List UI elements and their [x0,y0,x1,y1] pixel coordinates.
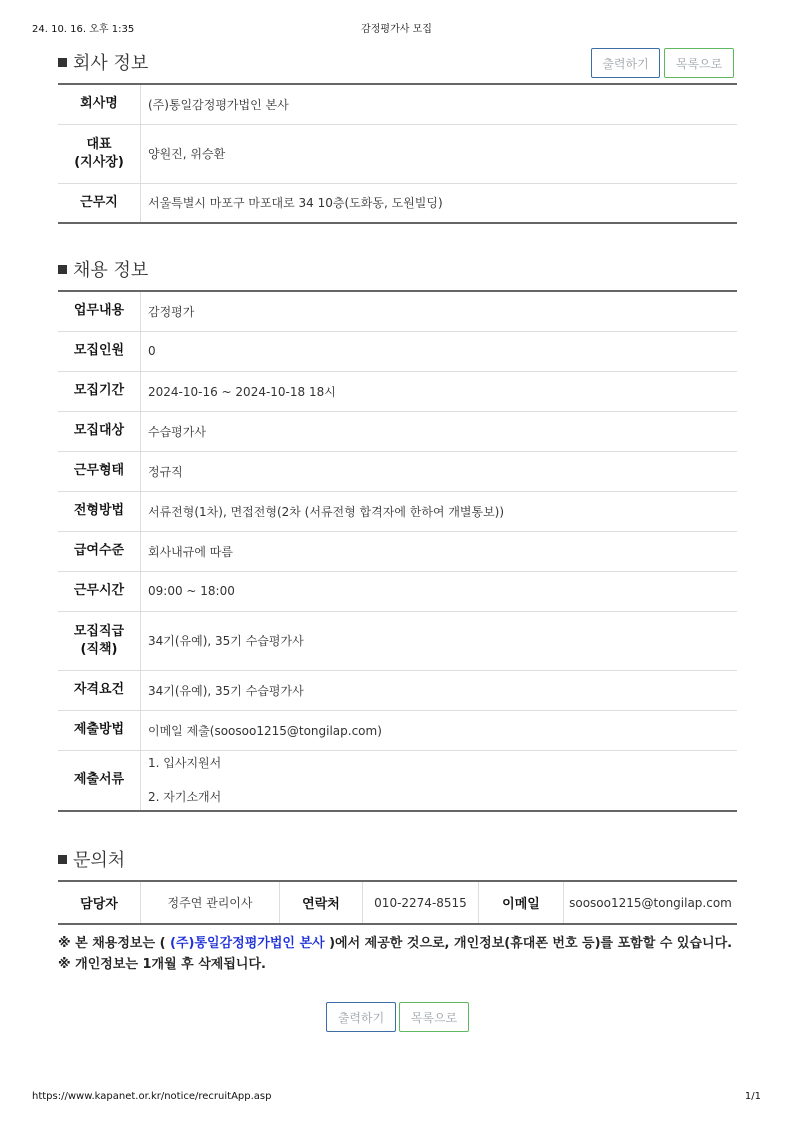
table-row [58,124,737,183]
row-label [58,124,141,183]
row-label: 모집인원 [58,331,141,371]
privacy-notice [58,933,738,975]
row-value: 서류전형(1차), 면접전형(2차 (서류전형 합격자에 한하여 개별통보)) [141,491,738,531]
row-value: 0 [141,331,738,371]
row-label [58,611,141,670]
row-value: 수습평가사 [141,411,738,451]
row-label: 제출방법 [58,710,141,750]
documents-list: 1. 입사지원서 2. 자기소개서 [148,755,222,804]
notice-company: (주)통일감정평가법인 본사 [170,936,325,951]
row-label: 전형방법 [58,491,141,531]
row-value: 34기(유예), 35기 수습평가사 [141,670,738,710]
table-row [58,611,737,670]
table-row [58,750,737,811]
row-value: 감정평가 [141,291,738,331]
square-bullet-icon [58,265,67,274]
row-value: 이메일 제출(soosoo1215@tongilap.com) [141,710,738,750]
row-label: 모집대상 [58,411,141,451]
row-label: 근무시간 [58,571,141,611]
row-label: 근무지 [80,194,118,210]
phone-label: 연락처 [280,881,363,924]
job-section-title-text: 채용 정보 [73,260,149,281]
row-value [141,750,738,811]
row-label: 급여수준 [58,531,141,571]
print-button-bottom[interactable]: 출력하기 [326,1002,396,1032]
company-section-title [58,49,148,75]
table-row [58,84,737,124]
workplace-value: 서울특별시 마포구 마포대로 34 10층(도화동, 도원빌딩) [141,183,738,223]
print-datetime: 24. 10. 16. 오후 1:35 [32,24,135,35]
person-label: 담당자 [80,897,118,912]
table-row [58,371,737,411]
list-button-bottom[interactable]: 목록으로 [399,1002,469,1032]
ceo-value: 양원진, 위승환 [141,124,738,183]
row-value: 34기(유예), 35기 수습평가사 [141,611,738,670]
list-button-top[interactable]: 목록으로 [664,48,734,78]
email-value: soosoo1215@tongilap.com [564,881,738,924]
print-footer [32,1091,761,1107]
company-section-title-text: 회사 정보 [73,53,149,74]
contact-section-title [58,846,125,872]
notice-line-2: ※ 개인정보는 1개월 후 삭제됩니다. [58,957,266,972]
email-label: 이메일 [479,881,564,924]
row-label: 모집기간 [58,371,141,411]
row-value: 09:00 ~ 18:00 [141,571,738,611]
row-label: 회사명 [58,84,141,124]
row-label: 자격요건 [58,670,141,710]
print-url: https://www.kapanet.or.kr/notice/recruitApp.asp [32,1091,272,1102]
print-title: 감정평가사 모집 [361,24,432,35]
table-row [58,411,737,451]
table-row [58,531,737,571]
row-label: 제출서류 [73,772,125,788]
table-row [58,451,737,491]
contact-section-title-text: 문의처 [73,850,126,871]
job-info-table [58,290,737,812]
table-row [58,571,737,611]
table-row [58,183,737,223]
table-row [58,331,737,371]
row-label: 업무내용 [58,291,141,331]
notice-text: )에서 제공한 것으로, 개인정보(휴대폰 번호 등)를 포함할 수 있습니다. [324,936,733,951]
table-row [58,881,737,924]
row-value: 정규직 [141,451,738,491]
notice-text: ※ 본 채용정보는 ( [58,936,171,951]
row-label: 근무형태 [58,451,141,491]
square-bullet-icon [58,855,67,864]
row-label-text: 모집직급 (직책) [73,623,125,657]
table-row [58,670,737,710]
company-info-table [58,83,737,224]
row-label-text: 대표 (지사장) [74,136,124,170]
print-page-number: 1/1 [744,1091,761,1102]
row-value: 회사내규에 따름 [141,531,738,571]
table-row [58,291,737,331]
notice-line-1 [58,933,738,954]
table-row [58,491,737,531]
square-bullet-icon [58,58,67,67]
print-header [32,20,761,36]
phone-value: 010-2274-8515 [363,881,479,924]
contact-table [58,880,737,925]
job-section-title [58,256,148,282]
row-value: 2024-10-16 ~ 2024-10-18 18시 [141,371,738,411]
person-value: 정주연 관리이사 [141,881,280,924]
print-button-top[interactable]: 출력하기 [591,48,660,78]
table-row [58,710,737,750]
company-name-value: (주)통일감정평가법인 본사 [141,84,738,124]
